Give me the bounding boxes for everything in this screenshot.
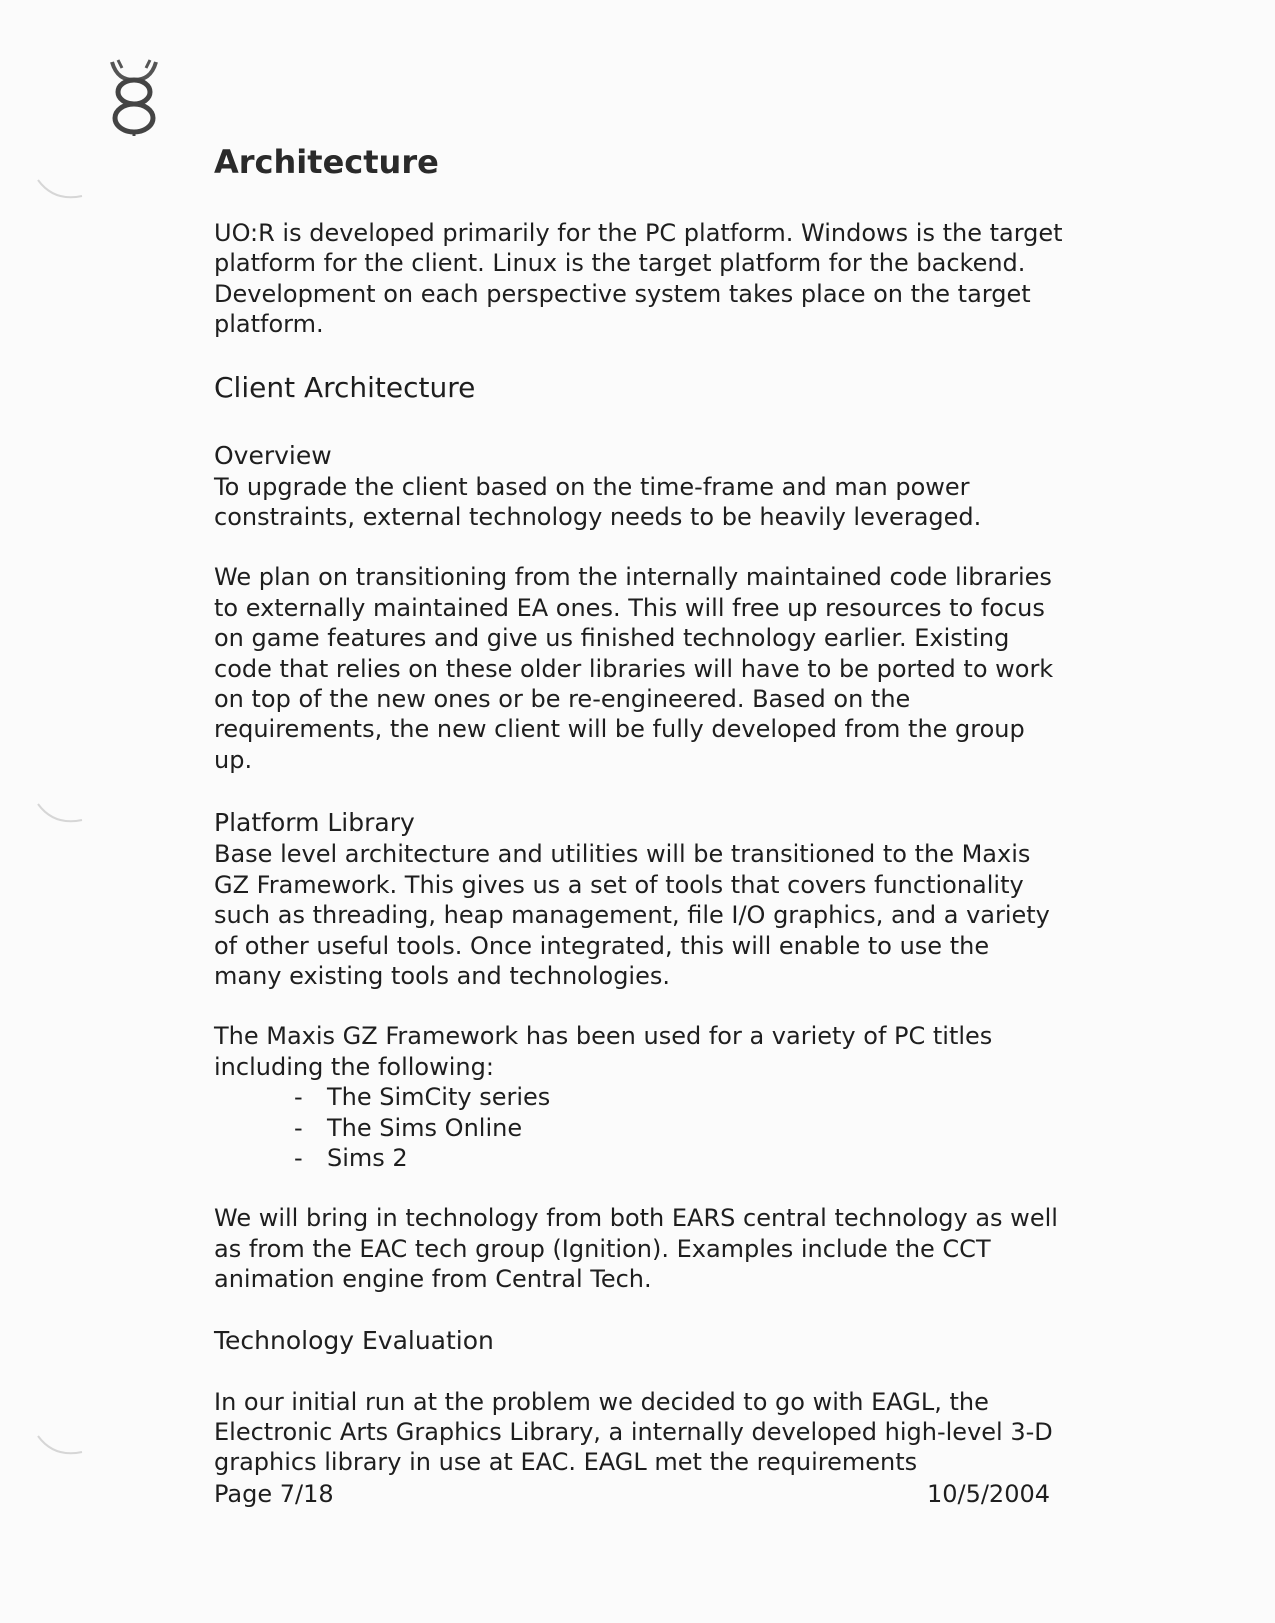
tech-paragraph-1: In our initial run at the problem we decided to go with EAGL, the Electronic Arts Graphics Library, a internally developed high-level 3-D graphics library in use at EAC. EAGL met the requirements bbox=[214, 1387, 1053, 1477]
titles-list bbox=[214, 1082, 1064, 1173]
section-heading-client: Client Architecture bbox=[214, 370, 476, 404]
document-date: 10/5/2004 bbox=[926, 1480, 1050, 1508]
punch-hole-mark bbox=[36, 176, 86, 204]
page-title: Architecture bbox=[214, 143, 439, 181]
overview-paragraph-2: We plan on transitioning from the internally maintained code libraries to externally maintained EA ones. This will free up resources to focus on game features and give us finished technology earlier. Existing code that relies on these older libraries will have to be ported to work on top of the new ones or be re-engineered. Based on the requirements, the new client will be fully developed from the group up. bbox=[214, 563, 1054, 774]
list-item: - Sims 2 bbox=[294, 1143, 1064, 1173]
punch-hole-mark bbox=[36, 1432, 86, 1460]
emblem-logo bbox=[104, 56, 164, 138]
punch-hole-mark bbox=[36, 800, 86, 828]
platform-paragraph-2: The Maxis GZ Framework has been used for a variety of PC titles including the following: bbox=[214, 1022, 993, 1081]
subheading-technology-evaluation: Technology Evaluation bbox=[214, 1325, 494, 1355]
list-item: - The SimCity series bbox=[294, 1082, 1064, 1112]
list-item: - The Sims Online bbox=[294, 1113, 1064, 1143]
document-body bbox=[214, 138, 1064, 1508]
subheading-overview: Overview bbox=[214, 440, 332, 470]
page-number: Page 7/18 bbox=[214, 1480, 334, 1508]
platform-paragraph-3: We will bring in technology from both EARS central technology as well as from the EAC tech group (Ignition). Examples include the CCT animation engine from Central Tech. bbox=[214, 1204, 1058, 1294]
platform-paragraph-1: Base level architecture and utilities will be transitioned to the Maxis GZ Framework. This gives us a set of tools that covers functionality such as threading, heap management, file I/O graphics, and a variety of other useful tools. Once integrated, this will enable to use the many existing tools and technologies. bbox=[214, 840, 1050, 990]
intro-paragraph: UO:R is developed primarily for the PC platform. Windows is the target platform for the client. Linux is the target platform for the backend. Development on each perspective system takes place on the target platform. bbox=[214, 219, 1063, 339]
page-footer bbox=[214, 1480, 1050, 1508]
overview-paragraph-1: To upgrade the client based on the time-frame and man power constraints, external technology needs to be heavily leveraged. bbox=[214, 472, 982, 532]
subheading-platform-library: Platform Library bbox=[214, 808, 415, 838]
